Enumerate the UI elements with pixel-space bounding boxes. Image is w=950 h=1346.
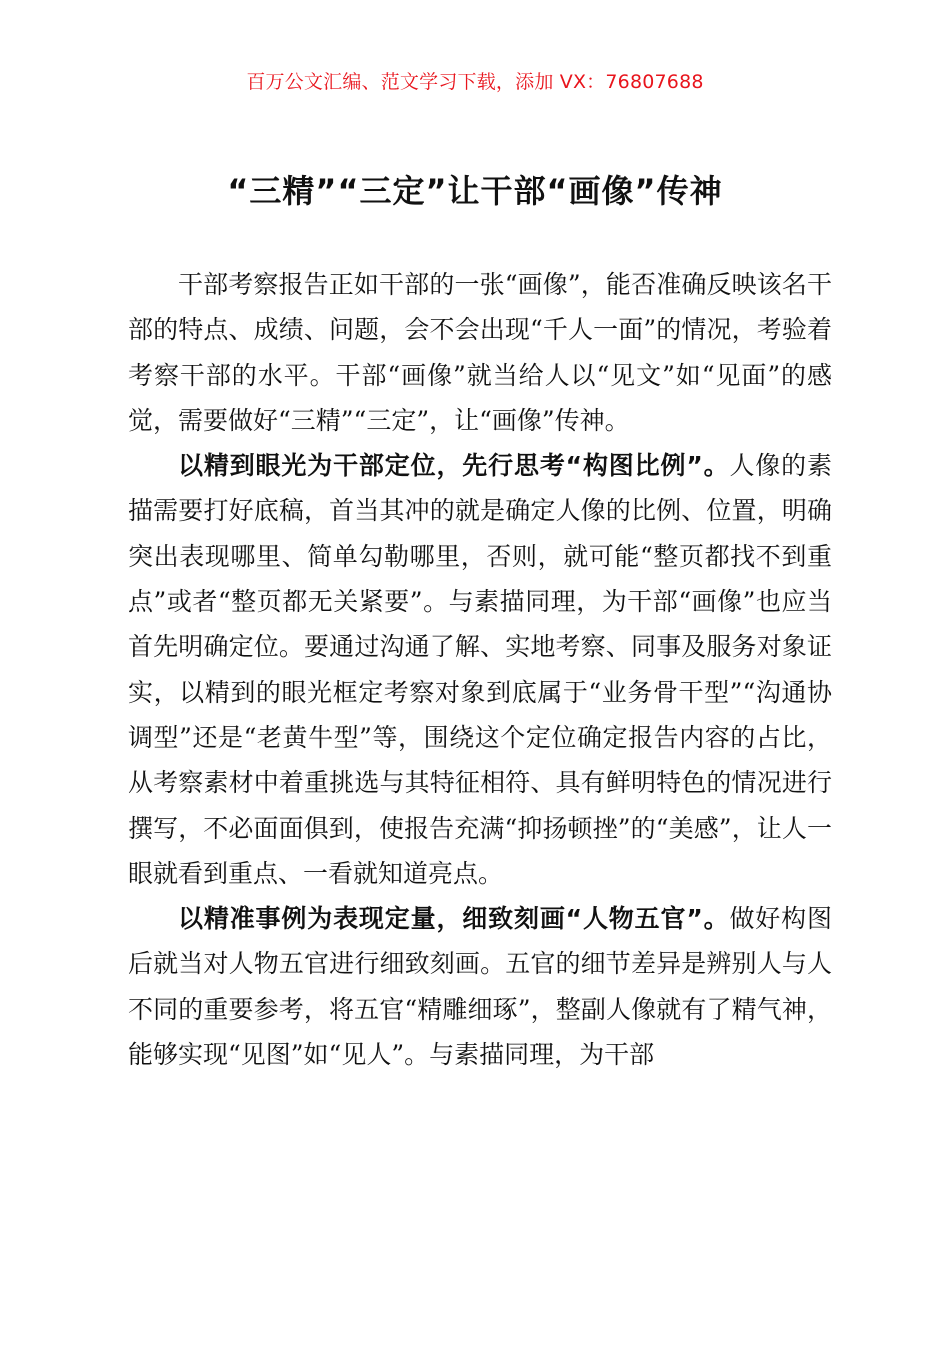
- paragraph-features: [128, 896, 832, 1077]
- paragraph-composition: [128, 443, 832, 896]
- paragraph-lead: 以精到眼光为干部定位，先行思考“构图比例”。: [178, 451, 730, 481]
- paragraph-text: 做好构图后就当对人物五官进行细致刻画。五官的细节差异是辨别人与人不同的重要参考，将五官“精雕细琢”，整副人像就有了精气神，能够实现“见图”如“见人”。与素描同理，为干部: [128, 904, 832, 1070]
- document-title: “三精”“三定”让干部“画像”传神: [227, 172, 723, 210]
- paragraph-text: 人像的素描需要打好底稿，首当其冲的就是确定人像的比例、位置，明确突出表现哪里、简单勾勒哪里，否则，就可能“整页都找不到重点”或者“整页都无关紧要”。与素描同理，为干部“画像”也应当首先明确定位。要通过沟通了解、实地考察、同事及服务对象证实，以精到的眼光框定考察对象到底属于“业务骨干型”“沟通协调型”还是“老黄牛型”等，围绕这个定位确定报告内容的占比，从考察素材中着重挑选与其特征相符、具有鲜明特色的情况进行撰写，不必面面俱到，使报告充满“抑扬顿挫”的“美感”，让人一眼就看到重点、一看就知道亮点。: [128, 451, 832, 888]
- paragraph-lead: 以精准事例为表现定量，细致刻画“人物五官”。: [178, 904, 730, 934]
- paragraph-intro: [128, 262, 832, 443]
- paragraph-text: 干部考察报告正如干部的一张“画像”，能否准确反映该名干部的特点、成绩、问题，会不会出现“千人一面”的情况，考验着考察干部的水平。干部“画像”就当给人以“见文”如“见面”的感觉，需要做好“三精”“三定”，让“画像”传神。: [128, 270, 832, 435]
- document-body: [128, 262, 832, 1077]
- watermark-banner: 百万公文汇编、范文学习下载，添加 VX：76807688: [246, 71, 704, 93]
